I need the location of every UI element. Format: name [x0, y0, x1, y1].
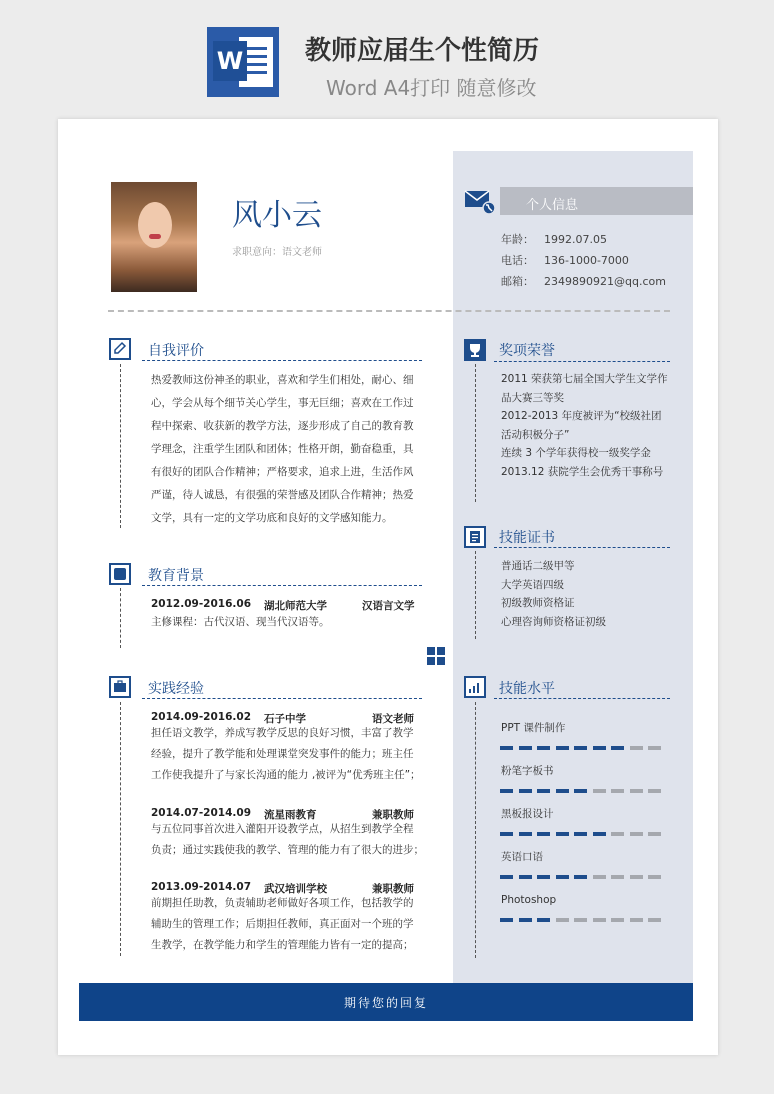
header-divider: [108, 310, 670, 312]
page-title: 教师应届生个性简历: [305, 36, 540, 66]
footer-bar: [79, 983, 693, 1021]
exp3-role: 兼职教师: [372, 883, 414, 895]
skill-segment: [630, 832, 643, 836]
skill-segment: [556, 875, 569, 879]
skill-segment: [574, 789, 587, 793]
education-rule: [142, 585, 422, 586]
awards-timeline: [475, 364, 476, 502]
word-logo-icon: [207, 27, 279, 97]
skill-label: 英语口语: [501, 851, 543, 863]
skill-segment: [611, 789, 624, 793]
exp3-period: 2013.09-2014.07: [151, 881, 252, 893]
briefcase-icon: [109, 676, 131, 698]
edit-icon: [109, 338, 131, 360]
document-icon: [464, 526, 486, 548]
skill-segment: [519, 746, 532, 750]
skill-segment: [593, 832, 606, 836]
certificates-list: 普通话二级甲等 大学英语四级 初级教师资格证 心理咨询师资格证初级: [501, 560, 606, 628]
personal-info-header: [500, 187, 693, 215]
skill-segment: [630, 918, 643, 922]
exp1-period: 2014.09-2016.02: [151, 711, 252, 723]
exp3-org: 武汉培训学校: [264, 883, 327, 895]
skill-level-bar: [500, 789, 665, 793]
skill-segment: [537, 789, 550, 793]
skill-level-bar: [500, 832, 665, 836]
skill-segment: [593, 746, 606, 750]
skills-title: 技能水平: [499, 681, 555, 697]
skill-label: 黑板报设计: [501, 808, 554, 820]
experience-timeline: [120, 702, 121, 956]
info-row-email: 邮箱： 2349890921@qq.com: [501, 275, 666, 288]
skill-segment: [611, 918, 624, 922]
exp1-org: 石子中学: [264, 713, 306, 725]
education-major: 汉语言文学: [362, 600, 415, 612]
page-subtitle: Word A4打印 随意修改: [326, 76, 537, 100]
skill-segment: [630, 875, 643, 879]
skill-segment: [537, 875, 550, 879]
skill-segment: [500, 746, 513, 750]
skill-segment: [519, 918, 532, 922]
self-eval-timeline: [120, 364, 121, 528]
skill-segment: [519, 875, 532, 879]
education-period: 2012.09-2016.06: [151, 598, 252, 610]
grid-icon: [427, 647, 445, 665]
education-school: 湖北师范大学: [264, 600, 327, 612]
skill-label: PPT 课件制作: [501, 722, 566, 734]
education-icon: [109, 563, 131, 585]
skill-segment: [611, 746, 624, 750]
skill-segment: [630, 746, 643, 750]
skill-segment: [574, 875, 587, 879]
education-title: 教育背景: [148, 568, 204, 584]
job-intent: 求职意向：语文老师: [232, 247, 322, 258]
education-courses: 主修课程：古代汉语、现当代汉语等。: [151, 616, 330, 628]
skill-segment: [519, 832, 532, 836]
skill-level-bar: [500, 746, 665, 750]
skill-segment: [648, 875, 661, 879]
skill-segment: [648, 789, 661, 793]
skill-level-bar: [500, 875, 665, 879]
self-eval-text: 热爱教师这份神圣的职业，喜欢和学生们相处，耐心、细 心，学会从每个细节关心学生，事无巨细；喜欢在工作过 程中探索、收获新的教学方法，逐步形成了自己的教育教 学理念，注重学生团队和团体；性格开朗，勤奋稳重，具 有很好的团队合作精神；严格要求，追求上进，生活作风 严谨，待人诚恳，有很强的荣誉感及团队合作精神；热爱 文学，具有一定的文学功底和良好的文学感知能力。: [151, 374, 414, 524]
skill-segment: [556, 789, 569, 793]
skill-segment: [537, 918, 550, 922]
skill-segment: [556, 832, 569, 836]
certificates-rule: [494, 547, 670, 548]
self-eval-title: 自我评价: [148, 343, 204, 359]
exp2-desc: 与五位同事首次进入灌阳开设教学点，从招生到教学全程 负责；通过实践使我的教学、管理的能力有了很大的进步；: [151, 823, 424, 856]
skill-segment: [611, 832, 624, 836]
certificates-timeline: [475, 551, 476, 639]
exp2-period: 2014.07-2014.09: [151, 807, 252, 819]
skill-segment: [519, 789, 532, 793]
skill-segment: [611, 875, 624, 879]
trophy-icon: [464, 339, 486, 361]
personal-info-title: 个人信息: [526, 198, 579, 213]
skill-segment: [556, 746, 569, 750]
awards-title: 奖项荣誉: [499, 343, 555, 359]
skill-segment: [574, 746, 587, 750]
info-row-phone: 电话： 136-1000-7000: [501, 254, 629, 267]
skill-segment: [648, 746, 661, 750]
skill-segment: [593, 789, 606, 793]
experience-rule: [142, 698, 422, 699]
skill-segment: [630, 789, 643, 793]
skill-segment: [648, 832, 661, 836]
skill-segment: [537, 832, 550, 836]
word-logo-letter: W: [213, 41, 247, 81]
exp2-role: 兼职教师: [372, 809, 414, 821]
experience-title: 实践经验: [148, 681, 204, 697]
exp2-org: 流星雨教育: [264, 809, 317, 821]
profile-photo: [111, 182, 197, 292]
footer-text: 期待您的回复: [343, 996, 428, 1010]
info-row-age: 年龄： 1992.07.05: [501, 233, 607, 246]
skill-segment: [556, 918, 569, 922]
skills-rule: [494, 698, 670, 699]
exp1-desc: 担任语文教学，养成写教学反思的良好习惯，丰富了教学 经验，提升了教学能和处理课堂突发事件的能力；班主任 工作使我提升了与家长沟通的能力 ,被评为“优秀班主任”；: [151, 727, 421, 781]
self-eval-rule: [142, 360, 422, 361]
bar-chart-icon: [464, 676, 486, 698]
skill-segment: [537, 746, 550, 750]
skill-segment: [593, 918, 606, 922]
skill-segment: [574, 918, 587, 922]
skill-segment: [500, 875, 513, 879]
education-timeline: [120, 588, 121, 648]
skill-segment: [574, 832, 587, 836]
awards-rule: [494, 361, 670, 362]
candidate-name: 风小云: [232, 198, 322, 233]
skill-segment: [593, 875, 606, 879]
contact-icon: [464, 187, 496, 215]
skill-label: Photoshop: [501, 894, 557, 906]
skills-timeline: [475, 702, 476, 958]
certificates-title: 技能证书: [499, 530, 555, 546]
skill-label: 粉笔字板书: [501, 765, 554, 777]
awards-list: 2011 荣获第七届全国大学生文学作 品大赛三等奖 2012-2013 年度被评为“校级社团 活动积极分子” 连续 3 个学年获得校一级奖学金 2013.12 获院学生会优秀干事称号: [501, 373, 668, 478]
exp3-desc: 前期担任助教，负责辅助老师做好各项工作，包括教学的 辅助生的管理工作；后期担任教师，真正面对一个班的学 生教学，在教学能力和学生的管理能力皆有一定的提高；: [151, 897, 414, 951]
skill-segment: [500, 789, 513, 793]
exp1-role: 语文老师: [372, 713, 414, 725]
skill-level-bar: [500, 918, 665, 922]
skill-segment: [500, 918, 513, 922]
skill-segment: [500, 832, 513, 836]
skill-segment: [648, 918, 661, 922]
